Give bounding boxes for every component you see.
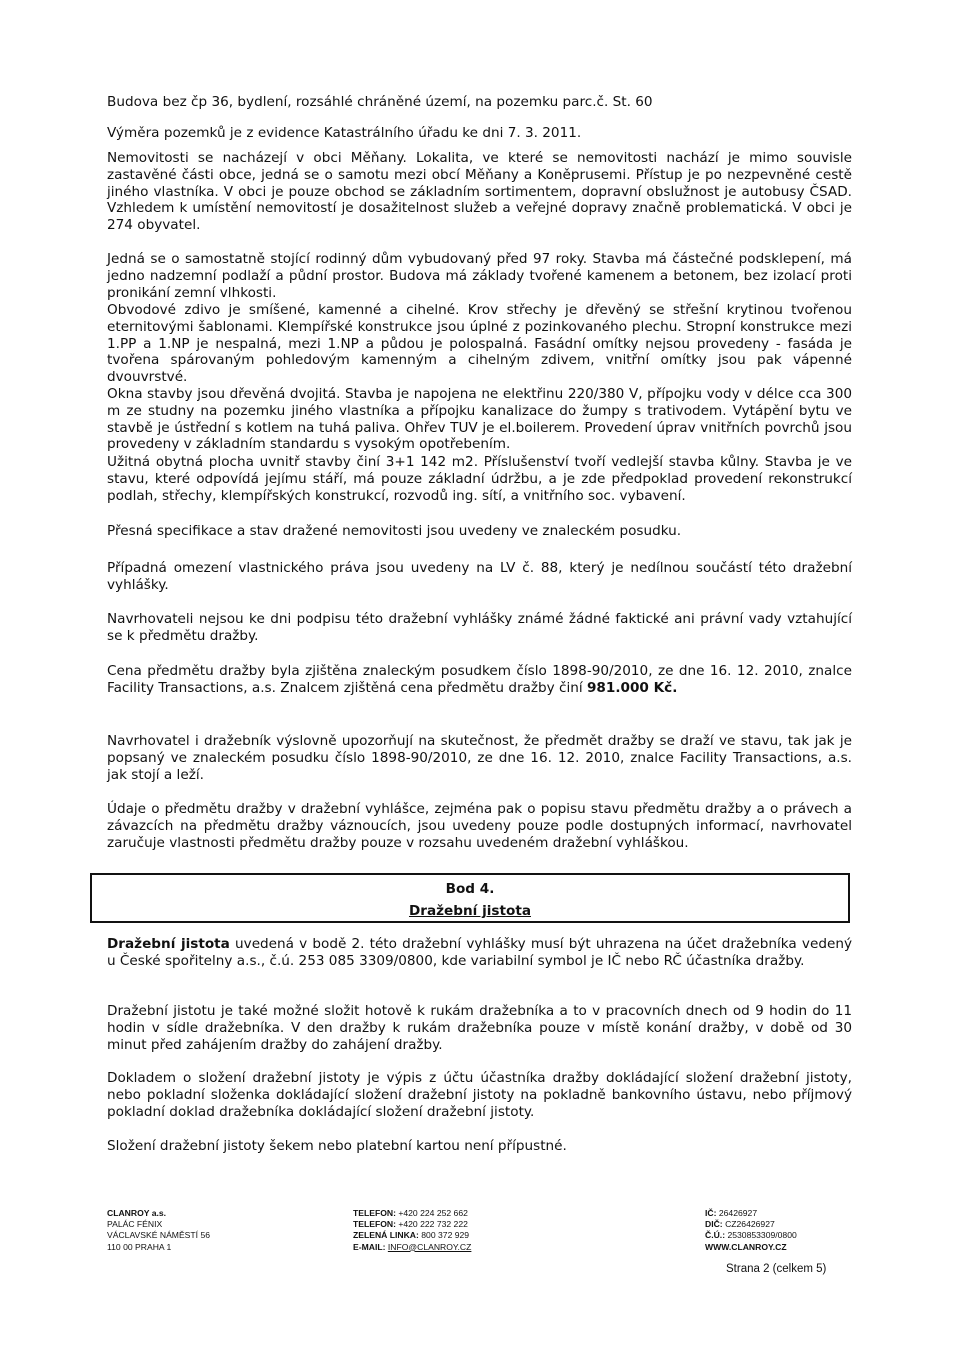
section-title: Dražební jistota bbox=[408, 903, 531, 919]
footer-website-link[interactable]: WWW.CLANROY.CZ bbox=[705, 1241, 787, 1252]
paragraph-deposit-payment bbox=[107, 936, 852, 970]
footer-label: DIČ: bbox=[705, 1219, 723, 1230]
paragraph-ownership-limits: Případná omezení vlastnického práva jsou uvedeny na LV č. 88, který je nedílnou součástí této dražební vyhlášky. bbox=[107, 560, 852, 593]
paragraph-cash-deposit: Dražební jistotu je také možné složit hotově k rukám dražebníka a to v pracovních dnech od 9 hodin do 11 hodin v sídle dražebníka. V den dražby k rukám dražebníka pouze v místě konání dražby, v době od 30 minut před zahájením dražby do zahájení dražby. bbox=[107, 1003, 852, 1053]
footer-green-line: 800 372 929 bbox=[421, 1230, 470, 1241]
section-number: Bod 4. bbox=[445, 881, 495, 897]
footer-dic: CZ26426927 bbox=[725, 1219, 775, 1230]
page-number: Strana 2 (celkem 5) bbox=[726, 1263, 827, 1275]
paragraph-house-description: Jedná se o samostatně stojící rodinný dům vybudovaný před 97 roky. Stavba má částečné podsklepení, má jedno nadzemní podlaží a půdní prostor. Budova má základy tvořené kamenem a betonem, bez izolací proti pronikání zemní vlhkosti. bbox=[107, 251, 852, 301]
footer-email-link[interactable]: INFO@CLANROY.CZ bbox=[387, 1241, 472, 1252]
footer-label: TELEFON: bbox=[353, 1208, 396, 1218]
section-heading-box bbox=[90, 873, 850, 923]
price-text: Cena předmětu dražby byla zjištěna znaleckým posudkem číslo 1898-90/2010, ze dne 16. 12. 2010, znalce Facility Transactions, a.s. Znalcem zjištěná cena předmětu dražby činí bbox=[107, 663, 852, 696]
deposit-text: uvedená v bodě 2. této dražební vyhlášky musí být uhrazena na účet dražebníka vedený u České spořitelny a.s., č.ú. 253 085 3309/0800, kde variabilní symbol je IČ nebo RČ účastníka dražby. bbox=[107, 936, 852, 969]
paragraph-deposit-proof: Dokladem o složení dražební jistoty je výpis z účtu účastníka dražby dokládající složení dražební jistoty, nebo pokladní složenka dokládající složení dražební jistoty na pokladně bankovního ústavu, nebo příjmový pokladní doklad dražebníka dokládající složení dražební jistoty. bbox=[107, 1070, 852, 1120]
footer-company-address bbox=[107, 1208, 210, 1253]
footer-company-name: CLANROY a.s. bbox=[107, 1208, 167, 1218]
footer-address-line: VÁCLAVSKÉ NÁMĚSTÍ 56 bbox=[107, 1230, 211, 1241]
paragraph-defects: Navrhovateli nejsou ke dni podpisu této dražební vyhlášky známé žádné faktické ani právní vady vztahující se k předmětu dražby. bbox=[107, 611, 852, 644]
footer-label: E-MAIL: bbox=[353, 1241, 386, 1252]
footer-label: TELEFON: bbox=[353, 1219, 396, 1230]
paragraph-building: Budova bez čp 36, bydlení, rozsáhlé chráněné území, na pozemku parc.č. St. 60 bbox=[107, 94, 653, 110]
footer-ic: 26426927 bbox=[718, 1208, 758, 1218]
footer-phone: +420 222 732 222 bbox=[398, 1219, 468, 1230]
deposit-term: Dražební jistota bbox=[107, 936, 230, 952]
footer-contacts bbox=[353, 1208, 471, 1253]
footer-label: Č.Ú.: bbox=[705, 1230, 726, 1241]
footer-label: IČ: bbox=[705, 1208, 717, 1218]
paragraph-information-notice: Údaje o předmětu dražby v dražební vyhlášce, zejména pak o popisu stavu předmětu dražby a o právech a závazcích na předmětu dražby váznoucích, jsou uvedeny pouze podle dostupných informací, navrhovatel zaručuje vlastnosti předmětu dražby pouze v rozsahu uvedeném dražební vyhláškou. bbox=[107, 801, 852, 851]
paragraph-windows-utilities: Okna stavby jsou dřevěná dvojitá. Stavba je napojena ne elektřinu 220/380 V, přípojku vody v délce cca 300 m ze studny na pozemku jiného vlastníka a přípojku kanalizace do žumpy s trativodem. Vytápění bytu ve stavbě je ústřední s kotlem na tuhá paliva. Ohřev TUV je el.boilerem. Provedení úprav vnitřních povrchů jsou provedeny v základním standardu s vysokým opotřebením. bbox=[107, 386, 852, 453]
footer-phone: +420 224 252 662 bbox=[398, 1208, 468, 1218]
footer-label: ZELENÁ LINKA: bbox=[353, 1230, 419, 1241]
paragraph-condition-notice: Navrhovatel i dražebník výslovně upozorňují na skutečnost, že předmět dražby se draží ve stavu, tak jak je popsaný ve znaleckém posudku číslo 1898-90/2010, ze dne 16. 12. 2010, znalce Facility Transactions, a.s. jak stojí a leží. bbox=[107, 733, 852, 783]
paragraph-construction: Obvodové zdivo je smíšené, kamenné a cihelné. Krov střechy je dřevěný se střešní krytinou tvořenou eternitovými šablonami. Klempířské konstrukce jsou úplné z pozinkovaného plechu. Stropní konstrukce mezi 1.PP a 1.NP je nespalná, mezi 1.NP a půdou je polospalná. Fasádní omítky nejsou provedeny - fasáda je tvořena spárovaným pohledovým kamenným a cihelným zdivem, vnitřní omítky jsou pak vápenné dvouvrstvé. bbox=[107, 302, 852, 386]
footer-registration bbox=[705, 1208, 797, 1253]
paragraph-price bbox=[107, 663, 852, 697]
paragraph-specification: Přesná specifikace a stav dražené nemovitosti jsou uvedeny ve znaleckém posudku. bbox=[107, 523, 682, 539]
price-value: 981.000 Kč. bbox=[586, 679, 678, 696]
paragraph-cheque-not-allowed: Složení dražební jistoty šekem nebo platební kartou není přípustné. bbox=[107, 1138, 567, 1154]
footer-address-line: PALÁC FÉNIX bbox=[107, 1219, 163, 1230]
paragraph-location: Nemovitosti se nacházejí v obci Měňany. Lokalita, ve které se nemovitosti nachází je mimo souvisle zastavěné části obce, jedná se o samotu mezi obcí Měňany a Koněprusemi. Přístup je po nezpevněné cestě jiného vlastníka. V obci je pouze obchod se základním sortimentem, dopravní obslužnost je autobusy ČSAD. Vzhledem k umístění nemovitostí je dosažitelnost služeb a veřejné dopravy značně problematická. V obci je 274 obyvatel. bbox=[107, 150, 852, 234]
paragraph-land-area: Výměra pozemků je z evidence Katastrálního úřadu ke dni 7. 3. 2011. bbox=[107, 125, 582, 141]
paragraph-living-area: Užitná obytná plocha uvnitř stavby činí 3+1 142 m2. Příslušenství tvoří vedlejší stavba kůlny. Stavba je ve stavu, které odpovídá jejímu stáří, má pouze základní údržbu, a je zde předpoklad provedení rekonstrukcí podlah, střechy, klempířských konstrukcí, rozvodů ing. sítí, a vnitřního soc. vybavení. bbox=[107, 454, 852, 504]
footer-account: 2530853309/0800 bbox=[727, 1230, 797, 1241]
footer-address-line: 110 00 PRAHA 1 bbox=[107, 1241, 172, 1252]
